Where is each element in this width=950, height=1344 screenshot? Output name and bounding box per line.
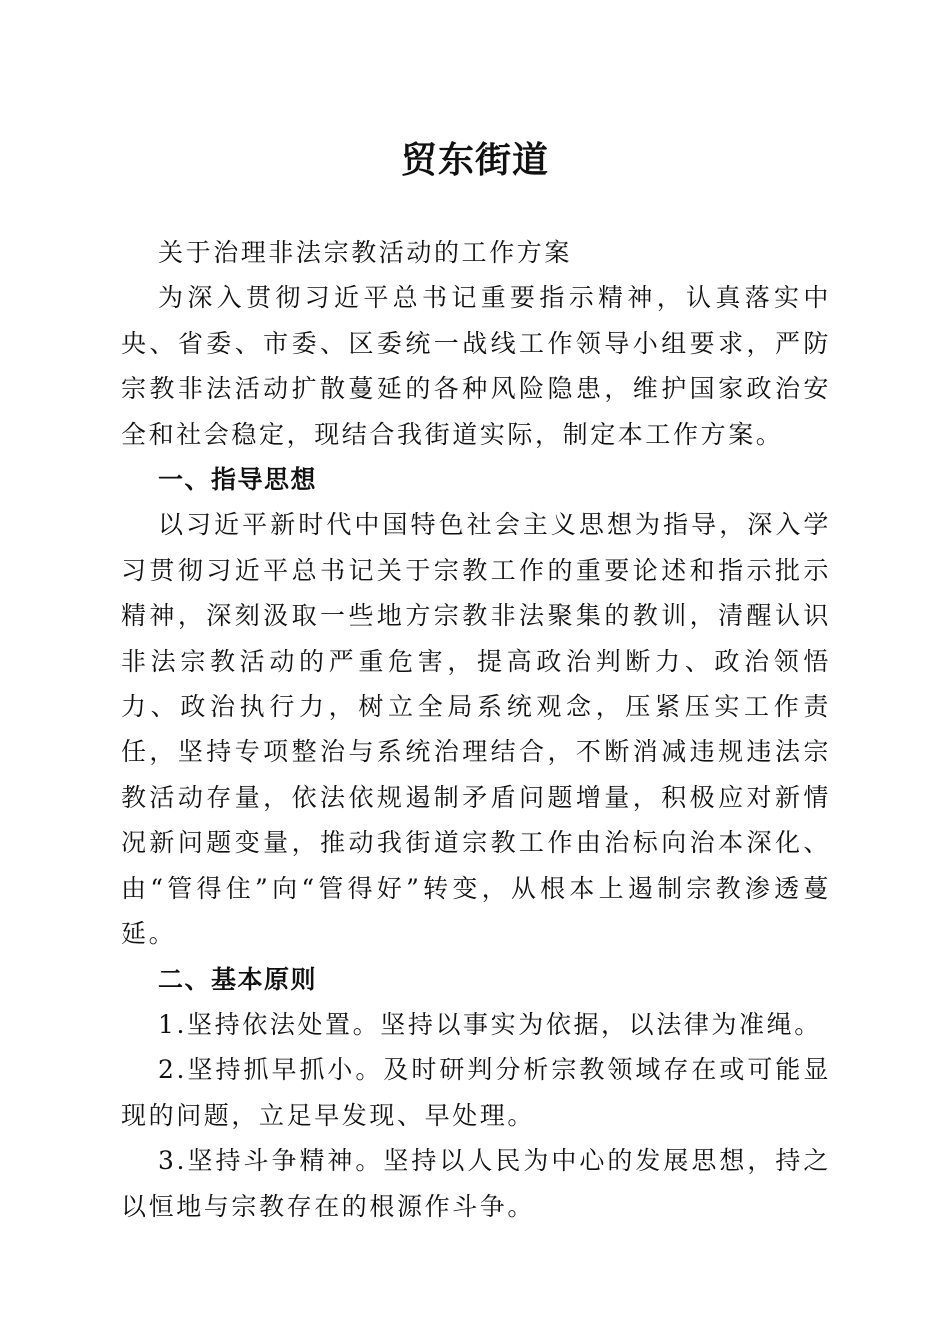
guiding-thought-paragraph: 以习近平新时代中国特色社会主义思想为指导，深入学习贯彻习近平总书记关于宗教工作的重要论述和指示批示精神，深刻汲取一些地方宗教非法聚集的教训，清醒认识非法宗教活动的严重危害，提高政治判断力、政治领悟力、政治执行力，树立全局系统观念，压紧压实工作责任，坚持专项整治与系统治理结合，不断消减违规违法宗教活动存量，依法依规遏制矛盾问题增量，积极应对新情况新问题变量，推动我街道宗教工作由治标向治本深化、由“管得住”向“管得好”转变，从根本上遏制宗教渗透蔓延。 xyxy=(121,510,831,949)
principle-item-2: 2.坚持抓早抓小。及时研判分析宗教领域存在或可能显现的问题，立足早发现、早处理。 xyxy=(121,1055,831,1130)
document-title: 贸东街道 xyxy=(400,139,549,181)
principle-item-1: 1.坚持依法处置。坚持以事实为依据，以法律为准绳。 xyxy=(158,1009,822,1039)
document-body xyxy=(121,230,831,1229)
intro-paragraph: 为深入贯彻习近平总书记重要指示精神，认真落实中央、省委、市委、区委统一战线工作领导小组要求，严防宗教非法活动扩散蔓延的各种风险隐患，维护国家政治安全和社会稳定，现结合我街道实际，制定本工作方案。 xyxy=(121,283,831,449)
section-heading-basic-principles: 二、基本原则 xyxy=(158,964,318,994)
section-heading-guiding-thought: 一、指导思想 xyxy=(158,465,318,495)
document-subtitle: 关于治理非法宗教活动的工作方案 xyxy=(158,238,573,267)
principle-item-3: 3.坚持斗争精神。坚持以人民为中心的发展思想，持之以恒地与宗教存在的根源作斗争。 xyxy=(121,1146,831,1221)
